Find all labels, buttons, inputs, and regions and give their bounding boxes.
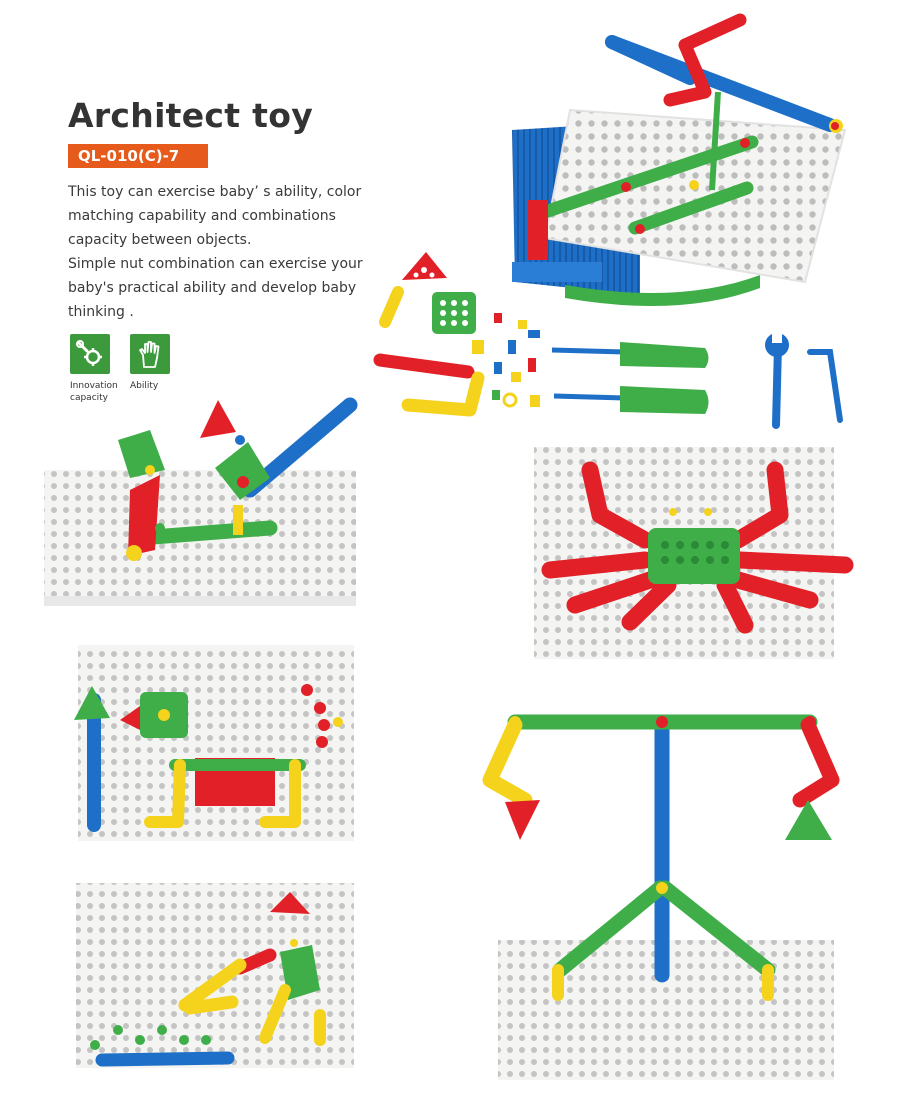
hand-icon bbox=[130, 334, 170, 374]
feature-label: Innovation capacity bbox=[70, 381, 118, 403]
product-title: Architect toy bbox=[68, 96, 314, 135]
model-badge: QL-010(C)-7 bbox=[68, 144, 208, 168]
description-paragraph-2: Simple nut combination can exercise your baby's practical ability and develop baby thinking . bbox=[68, 256, 363, 320]
storage-box-photo bbox=[512, 20, 845, 306]
feature-label: Ability bbox=[130, 381, 159, 391]
feature-innovation bbox=[70, 334, 130, 404]
figure-board-photo-1 bbox=[44, 400, 356, 606]
gear-wrench-icon bbox=[70, 334, 110, 374]
loose-parts-photo bbox=[380, 252, 840, 425]
crab-board-photo bbox=[534, 447, 845, 659]
dinosaur-board-photo bbox=[76, 883, 354, 1068]
horse-board-photo bbox=[74, 645, 354, 841]
balance-scale-photo bbox=[490, 716, 834, 1080]
product-description bbox=[68, 180, 378, 324]
description-paragraph-1: This toy can exercise baby’ s ability, color matching capability and combinations capacity between objects. bbox=[68, 184, 362, 248]
feature-ability bbox=[130, 334, 170, 392]
